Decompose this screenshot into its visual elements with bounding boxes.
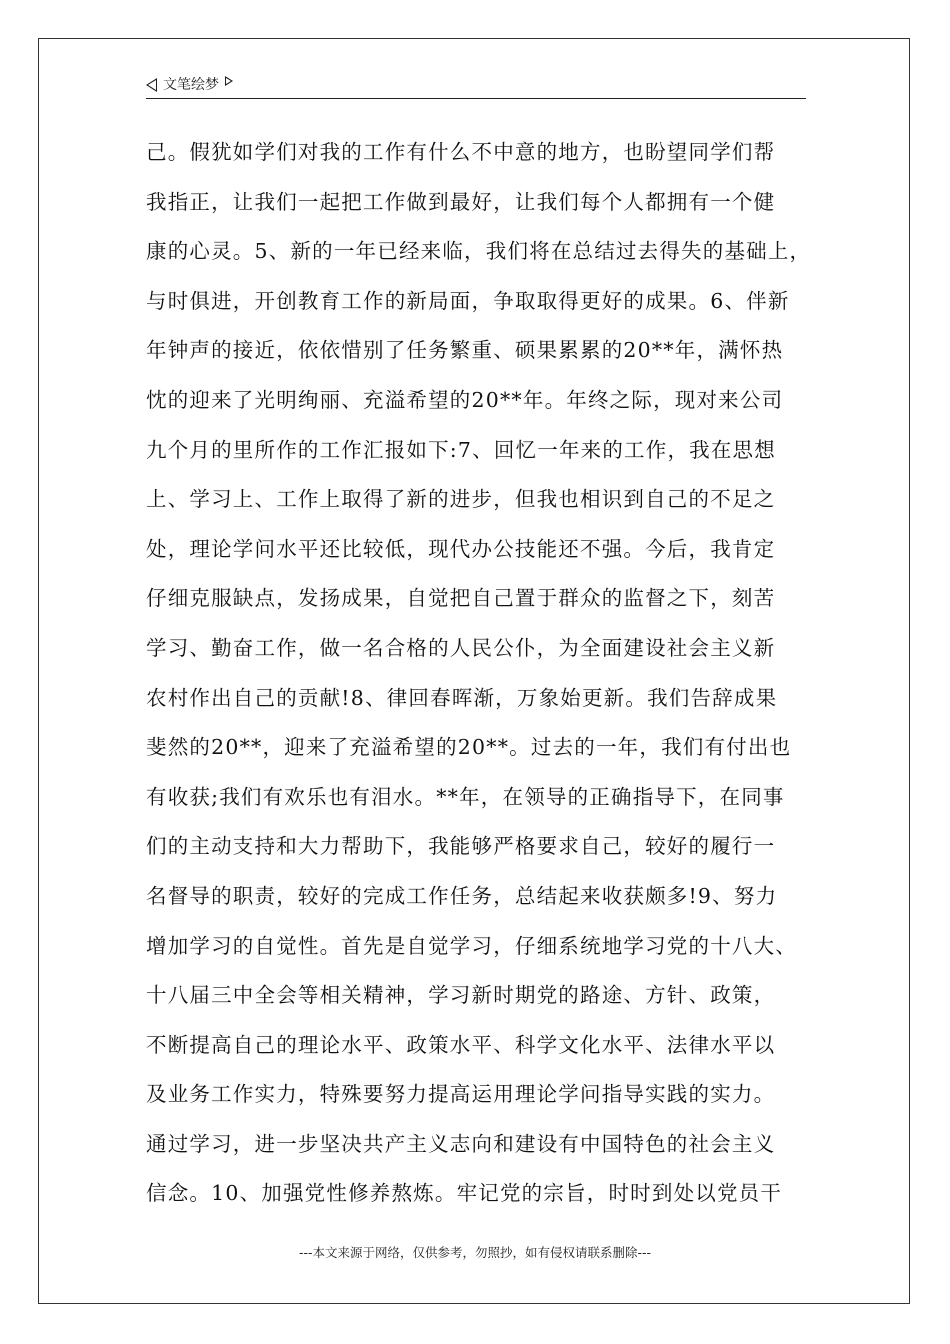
header-title: 文笔绘梦 [163,77,219,93]
text-line: 我指正，让我们一起把工作做到最好，让我们每个人都拥有一个健 [146,189,776,214]
text-line: 及业务工作实力，特殊要努力提高运用理论学问指导实践的实力。 [146,1082,776,1107]
text-line: 名督导的职责，较好的完成工作任务，总结起来收获颇多!9、努力 [146,883,778,908]
text-line: 己。假犹如学们对我的工作有什么不中意的地方，也盼望同学们帮 [146,140,776,164]
text-line: 信念。10、加强党性修养熬炼。牢记党的宗旨，时时到处以党员干 [146,1181,783,1206]
text-line: 不断提高自己的理论水平、政策水平、科学文化水平、法律水平以 [146,1032,776,1057]
text-line: 与时俱进，开创教育工作的新局面，争取取得更好的成果。6、伴新 [146,288,790,313]
text-line: 通过学习，进一步坚决共产主义志向和建设有中国特色的社会主义 [146,1131,776,1156]
page-footer: ---本文来源于网络，仅供参考，勿照抄，如有侵权请联系删除--- [298,1245,652,1260]
text-line: 斐然的20**，迎来了充溢希望的20**。过去的一年，我们有付出也 [146,735,792,760]
triangle-left-icon [146,78,157,92]
text-line: 们的主动支持和大力帮助下，我能够严格要求自己，较好的履行一 [146,834,776,859]
text-line: 十八届三中全会等相关精神，学习新时期党的路途、方针、政策， [146,983,776,1008]
page-header [146,72,806,99]
text-line: 有收获;我们有欢乐也有泪水。**年，在领导的正确指导下，在同事 [146,784,785,809]
text-line: 年钟声的接近，依依惜别了任务繁重、硕果累累的20**年，满怀热 [146,338,784,363]
triangle-right-icon [225,76,233,86]
text-line: 增加学习的自觉性。首先是自觉学习，仔细系统地学习党的十八大、 [146,933,797,958]
text-line: 学习、勤奋工作，做一名合格的人民公仆，为全面建设社会主义新 [146,635,776,660]
text-line: 农村作出自己的贡献!8、律回春晖渐，万象始更新。我们告辞成果 [146,685,778,710]
text-line: 康的心灵。5、新的一年已经来临，我们将在总结过去得失的基础上， [146,239,812,264]
document-body [146,128,826,1219]
text-line: 仔细克服缺点，发扬成果，自觉把自己置于群众的监督之下，刻苦 [146,586,776,611]
text-line: 忱的迎来了光明绚丽、充溢希望的20**年。年终之际，现对来公司 [146,387,784,412]
text-line: 上、学习上、工作上取得了新的进步，但我也相识到自己的不足之 [146,487,776,512]
text-line: 处，理论学问水平还比较低，现代办公技能还不强。今后，我肯定 [146,536,776,561]
text-line: 九个月的里所作的工作汇报如下:7、回忆一年来的工作，我在思想 [146,437,776,462]
